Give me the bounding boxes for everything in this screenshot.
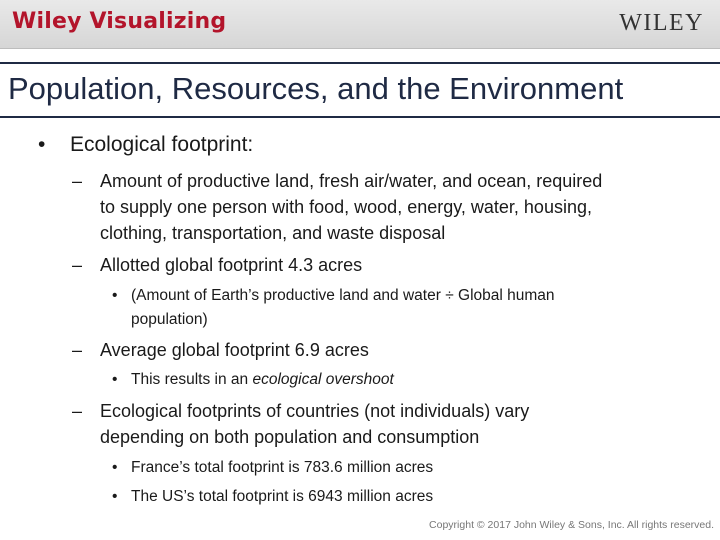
bullet-ecological-footprint: Ecological footprint:	[70, 133, 254, 156]
subsub-france: France’s total footprint is 783.6 million acres	[131, 459, 434, 476]
publisher-logo: WILEY	[619, 10, 704, 36]
subbullet-countries-line1: Ecological footprints of countries (not individuals) vary	[100, 401, 530, 421]
subbullet-amount-line2: to supply one person with food, wood, energy, water, housing,	[100, 197, 592, 217]
subbullet-average-footprint: Average global footprint 6.9 acres	[100, 340, 369, 360]
dash-marker: –	[72, 171, 83, 191]
overshoot-prefix: This results in an	[131, 371, 253, 388]
dash-marker: –	[72, 255, 83, 275]
brand-title: Wiley Visualizing	[12, 9, 227, 34]
small-bullet-marker: •	[112, 287, 118, 304]
overshoot-emphasis: ecological overshoot	[252, 371, 394, 388]
slide-title: Population, Resources, and the Environment	[8, 71, 624, 106]
small-bullet-marker: •	[112, 371, 118, 388]
dash-marker: –	[72, 340, 83, 360]
dash-marker: –	[72, 401, 83, 421]
subbullet-amount-line3: clothing, transportation, and waste disposal	[100, 223, 446, 243]
copyright-footer: Copyright © 2017 John Wiley & Sons, Inc. All rights reserved.	[429, 519, 714, 531]
small-bullet-marker: •	[112, 488, 118, 505]
subsub-amount-earth-line2: population)	[131, 311, 208, 328]
subbullet-countries-line2: depending on both population and consumption	[100, 427, 480, 447]
subsub-us: The US’s total footprint is 6943 million acres	[131, 488, 434, 505]
small-bullet-marker: •	[112, 459, 118, 476]
subsub-amount-earth-line1: (Amount of Earth’s productive land and water ÷ Global human	[131, 287, 555, 304]
subsub-overshoot	[131, 371, 394, 389]
subbullet-amount-line1: Amount of productive land, fresh air/water, and ocean, required	[100, 171, 603, 191]
subbullet-allotted-footprint: Allotted global footprint 4.3 acres	[100, 255, 363, 275]
bullet-marker: •	[38, 133, 46, 156]
